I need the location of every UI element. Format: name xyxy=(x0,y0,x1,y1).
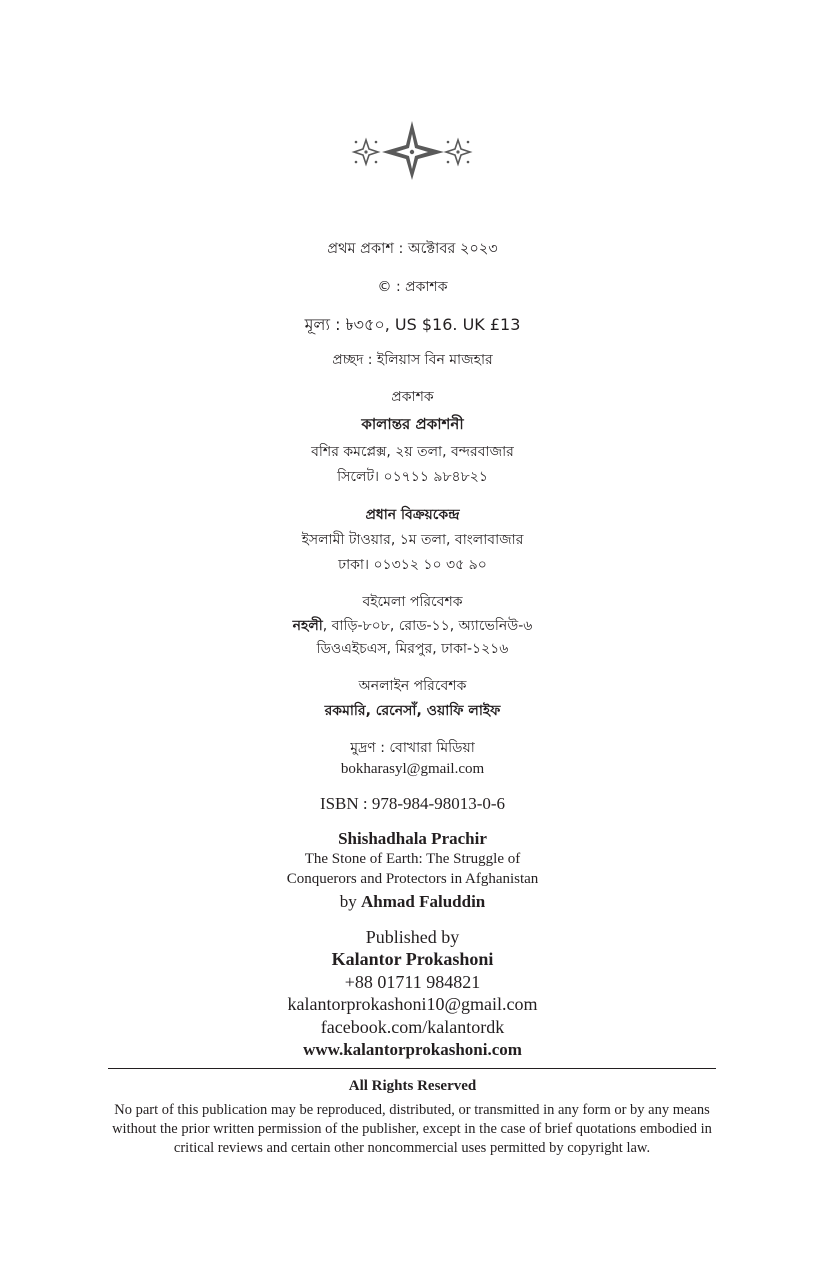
english-subtitle-2: Conquerors and Protectors in Afghanistan xyxy=(286,871,539,887)
online-label: অনলাইন পরিবেশক xyxy=(358,678,467,694)
printing-email: bokharasyl@gmail.com xyxy=(340,761,485,777)
english-subtitle-1: The Stone of Earth: The Struggle of xyxy=(304,851,521,867)
publisher-name: কালান্তর প্রকাশনী xyxy=(361,415,464,433)
sales-center-city-phone: ঢাকা। ০১৩১২ ১০ ৩৫ ৯০ xyxy=(338,557,487,573)
isbn: ISBN : 978-984-98013-0-6 xyxy=(319,794,506,813)
by-label: by xyxy=(339,892,361,911)
price: মূল্য : ৳৩৫০, US $16. UK £13 xyxy=(304,315,521,334)
cover-designer: প্রচ্ছদ : ইলিয়াস বিন মাজহার xyxy=(332,352,493,368)
publisher-email: kalantorprokashoni10@gmail.com xyxy=(287,994,538,1014)
bookfair-address xyxy=(0,619,825,633)
publisher-address: বশির কমপ্লেক্স, ২য় তলা, বন্দরবাজার xyxy=(311,444,514,460)
publisher-website: www.kalantorprokashoni.com xyxy=(303,1040,522,1059)
first-edition: প্রথম প্রকাশ : অক্টোবর ২০২৩ xyxy=(327,241,498,257)
rights-heading: All Rights Reserved xyxy=(348,1078,477,1094)
diamond-ornament-icon xyxy=(342,118,482,182)
copyright-holder: © : প্রকাশক xyxy=(377,279,448,295)
bookfair-address2: ডিওএইচএস, মিরপুর, ঢাকা-১২১৬ xyxy=(316,641,509,657)
printing-label: মুদ্রণ : বোখারা মিডিয়া xyxy=(350,740,475,756)
sales-center-label: প্রধান বিক্রয়কেন্দ্র xyxy=(365,507,460,523)
divider-line xyxy=(108,1068,716,1069)
bookfair-label: বইমেলা পরিবেশক xyxy=(362,594,463,610)
publisher-label: প্রকাশক xyxy=(391,389,434,405)
sales-center-address: ইসলামী টাওয়ার, ১ম তলা, বাংলাবাজার xyxy=(301,532,524,548)
online-distributors: রকমারি, রেনেসাঁ, ওয়াফি লাইফ xyxy=(324,703,501,719)
publisher-phone: +88 01711 984821 xyxy=(344,972,481,992)
author-name: Ahmad Faluddin xyxy=(361,892,486,911)
publisher-english-name: Kalantor Prokashoni xyxy=(331,949,494,969)
publisher-city-phone: সিলেট। ০১৭১১ ৯৮৪৮২১ xyxy=(337,469,488,485)
published-by-label: Published by xyxy=(365,927,460,947)
english-author-line xyxy=(0,893,825,910)
bookfair-name: নহলী xyxy=(292,618,323,634)
bookfair-address-rest: , বাড়ি-৮০৮, রোড-১১, অ্যাভেনিউ-৬ xyxy=(322,618,533,634)
rights-text: No part of this publication may be reproduced, distributed, or transmitted in any form or by any means without the prior written permission of the publisher, except in the case of brief quotations embodied in critical reviews and certain other noncommercial uses permitted by copyright law. xyxy=(112,1102,712,1156)
english-title: Shishadhala Prachir xyxy=(338,829,487,848)
publisher-facebook: facebook.com/kalantordk xyxy=(320,1017,505,1037)
